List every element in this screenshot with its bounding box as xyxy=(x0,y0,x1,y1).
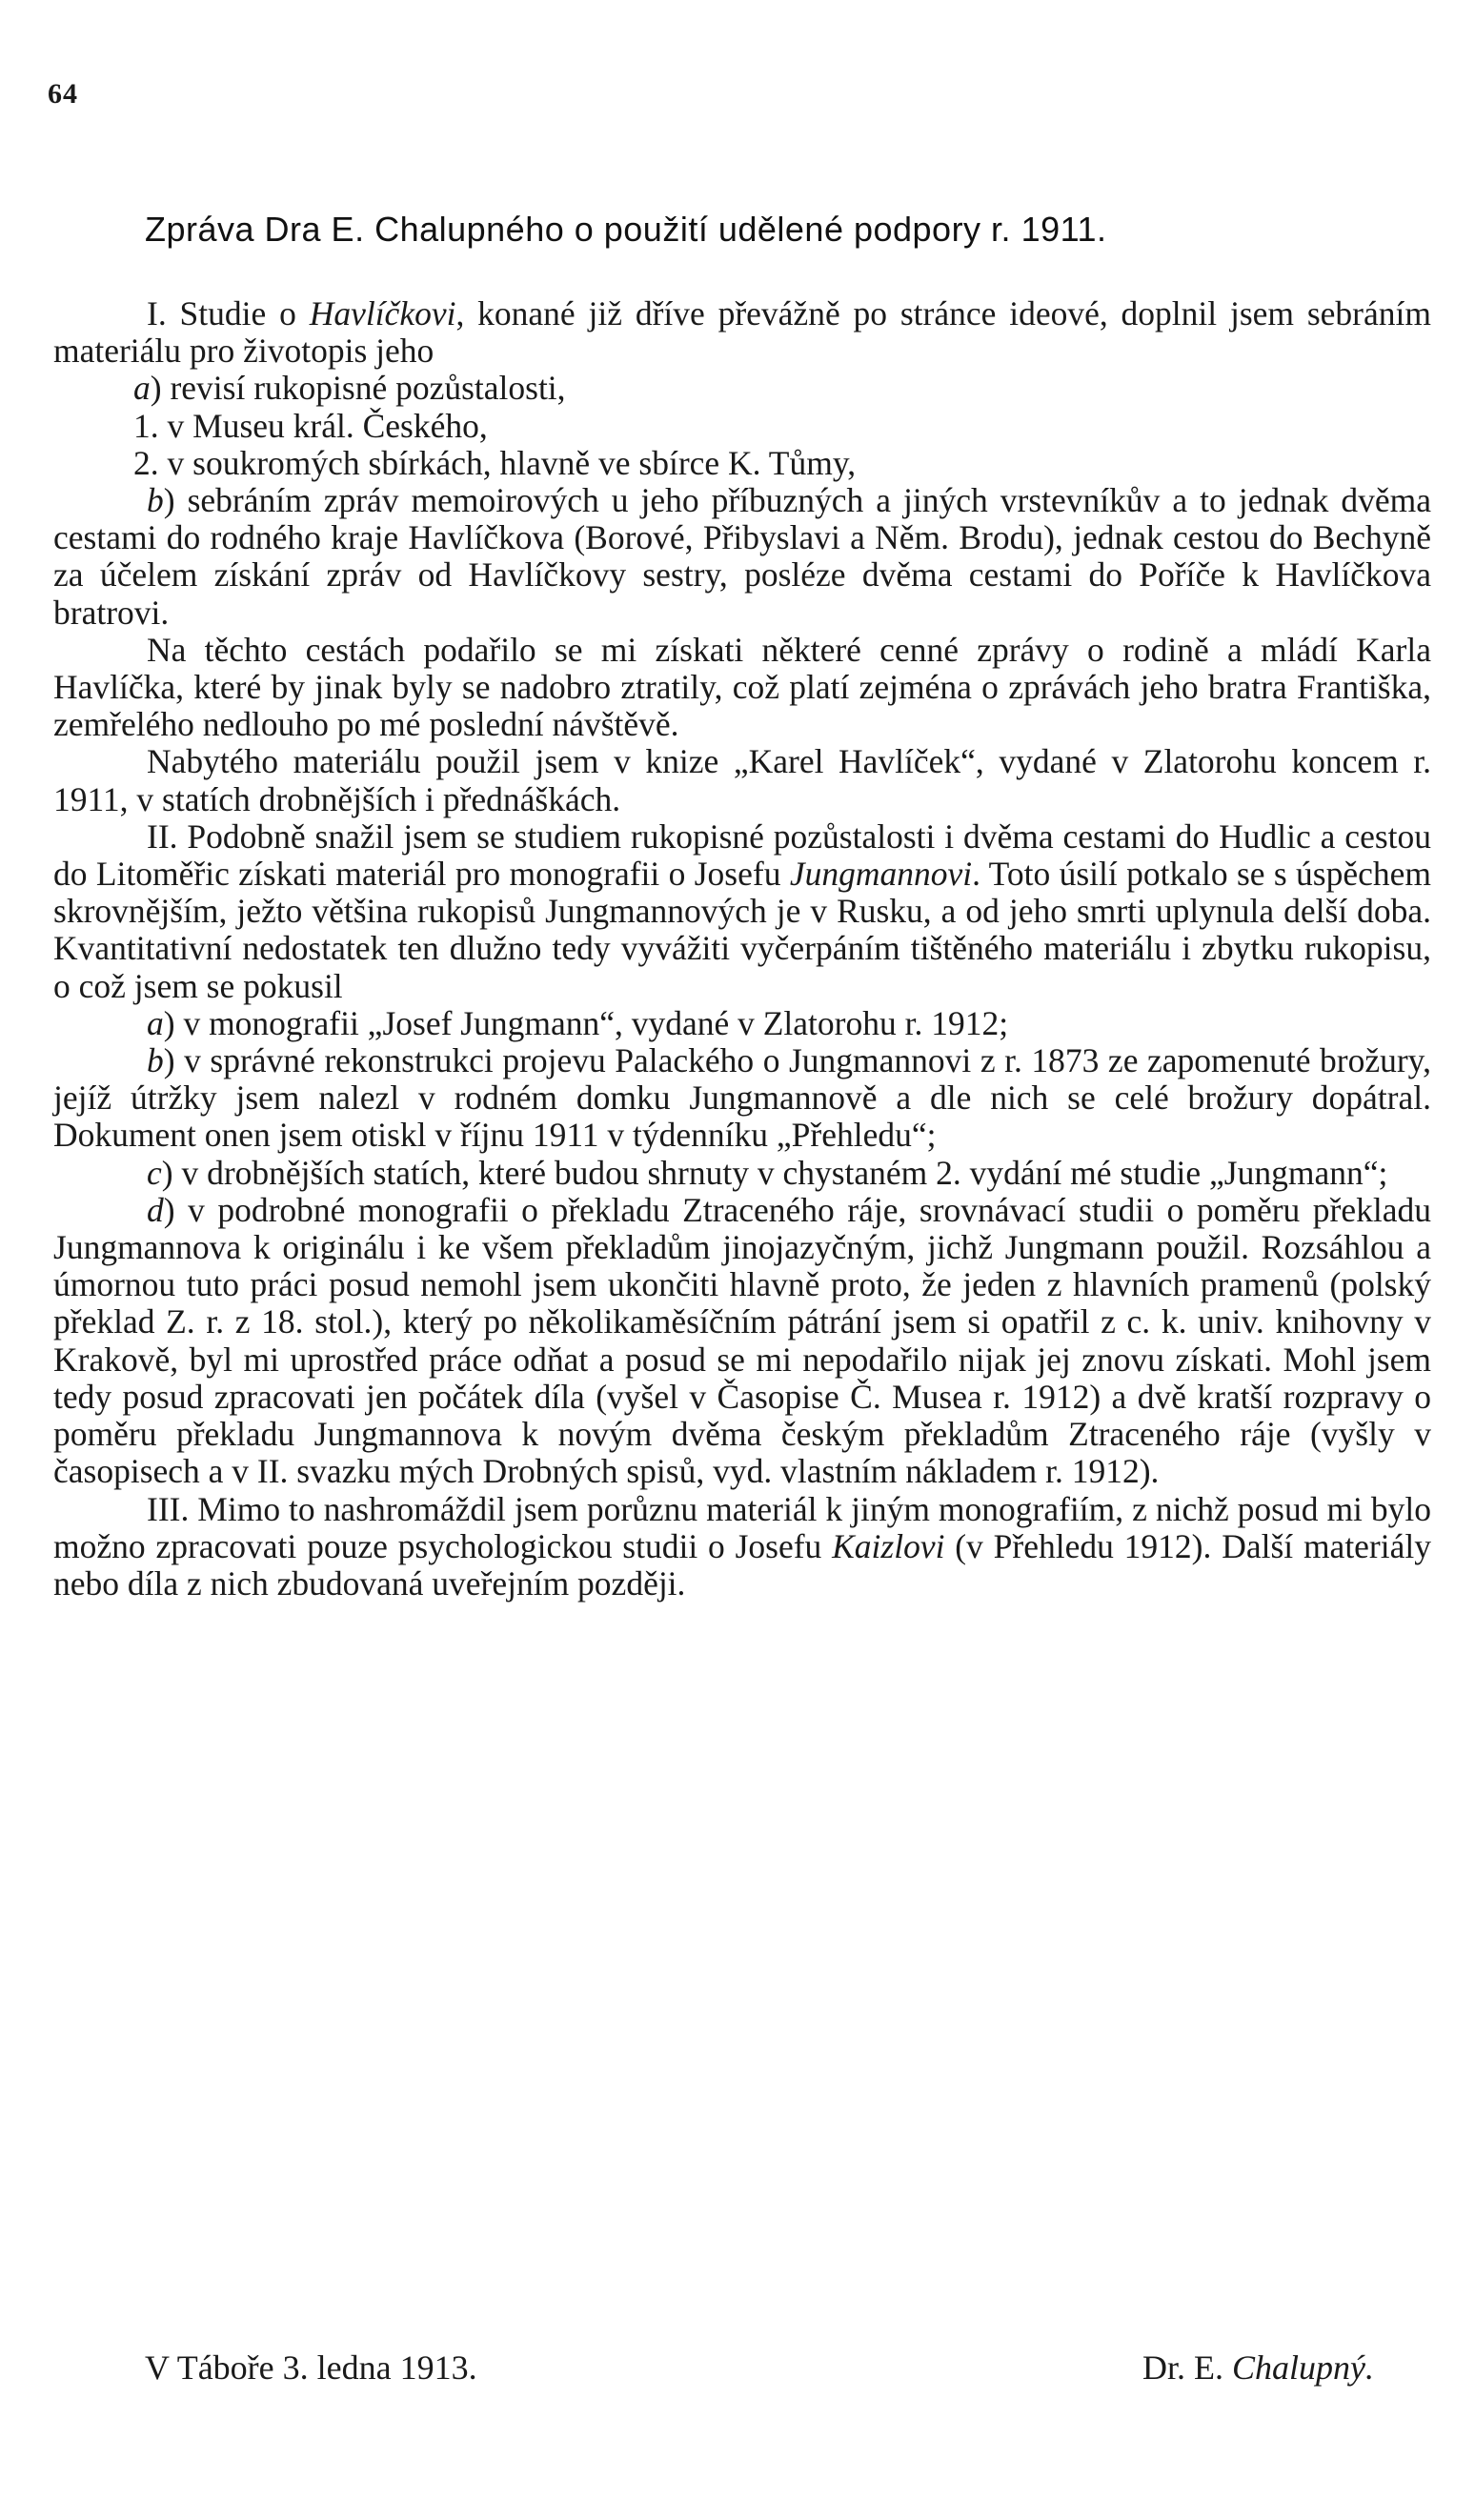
report-body xyxy=(53,295,1431,1603)
report-title: Zpráva Dra E. Chalupného o použití udělené podpory r. 1911. xyxy=(145,210,1107,249)
paragraph: Nabytého materiálu použil jsem v knize „Karel Havlíček“, vydané v Zlatorohu koncem r. 1911, v statích drobnějších i přednáškách. xyxy=(53,742,1431,818)
paragraph: a) v monografii „Josef Jungmann“, vydané v Zlatorohu r. 1912; xyxy=(147,1003,1009,1042)
author-name: Chalupný. xyxy=(1232,2349,1374,2387)
signature-line xyxy=(145,2348,1384,2388)
paragraph: 1. v Museu král. Českého, xyxy=(133,406,488,445)
author-prefix: Dr. E. xyxy=(1142,2349,1223,2387)
paragraph: I. Studie o Havlíčkovi, konané již dříve převážně po stránce ideové, doplnil jsem sebráním materiálu pro životopis jeho xyxy=(53,294,1431,371)
paragraph: III. Mimo to nashromáždil jsem porůznu materiál k jiným monografiím, z nichž posud mi bylo možno zpracovati pouze psychologickou studii o Josefu Kaizlovi (v Přehledu 1912). Další materiály nebo díla z nich zbudovaná uveřejním později. xyxy=(53,1489,1431,1603)
paragraph: c) v drobnějších statích, které budou shrnuty v chystaném 2. vydání mé studie „Jungmann“; xyxy=(147,1153,1388,1192)
page-number: 64 xyxy=(48,78,78,110)
paragraph: b) v správné rekonstrukci projevu Palackého o Jungmannovi z r. 1873 ze zapomenuté brožury, jejíž útržky jsem nalezl v rodném domku Jungmannově a dle nich se celé brožury dopátral. Dokument onen jsem otiskl v říjnu 1911 v týdenníku „Přehledu“; xyxy=(53,1041,1431,1155)
paragraph: a) revisí rukopisné pozůstalosti, xyxy=(133,369,566,408)
paragraph: b) sebráním zpráv memoirových u jeho příbuzných a jiných vrstevníkův a to jednak dvěma cestami do rodného kraje Havlíčkova (Borové, Přibyslavi a Něm. Brodu), jednak cestou do Bechyně za účelem získání zpráv od Havlíčkovy sestry, posléze dvěma cestami do Poříče k Havlíčkova bratrovi. xyxy=(53,481,1431,632)
place-date: V Táboře 3. ledna 1913. xyxy=(145,2349,477,2387)
paragraph: Na těchto cestách podařilo se mi získati některé cenné zprávy o rodině a mládí Karla Havlíčka, které by jinak byly se nadobro ztratily, což platí zejména o zprávách jeho bratra Františka, zemřelého nedlouho po mé poslední návštěvě. xyxy=(53,630,1431,744)
paragraph: II. Podobně snažil jsem se studiem rukopisné pozůstalosti i dvěma cestami do Hudlic a cestou do Litoměřic získati materiál pro monografii o Josefu Jungmannovi. Toto úsilí potkalo se s úspěchem skrovnějším, ježto většina rukopisů Jungmannových je v Rusku, a od jeho smrti uplynula delší doba. Kvantitativní nedostatek ten dlužno tedy vyvážiti vyčerpáním tištěného materiálu i zbytku rukopisu, o což jsem se pokusil xyxy=(53,816,1431,1005)
paragraph: d) v podrobné monografii o překladu Ztraceného ráje, srovnávací studii o poměru překladu Jungmannova k originálu i ke všem překladům jinojazyčným, jichž Jungmann použil. Rozsáhlou a úmornou tuto práci posud nemohl jsem ukončiti hlavně proto, že jeden z hlavních pramenů (polský překlad Z. r. z 18. stol.), který po několikaměsíčním pátrání jsem si opatřil z c. k. univ. knihovny v Krakově, byl mi uprostřed práce odňat a posud se mi nepodařilo nijak jej znovu získati. Mohl jsem tedy posud zpracovati jen počátek díla (vyšel v Časopise Č. Musea r. 1912) a dvě kratší rozpravy o poměru překladu Jungmannova k novým dvěma českým překladům Ztraceného ráje (vyšly v časopisech a v II. svazku mých Drobných spisů, vyd. vlastním nákladem r. 1912). xyxy=(53,1190,1431,1491)
author-signature xyxy=(1142,2348,1374,2388)
paragraph: 2. v soukromých sbírkách, hlavně ve sbírce K. Tůmy, xyxy=(133,443,857,482)
